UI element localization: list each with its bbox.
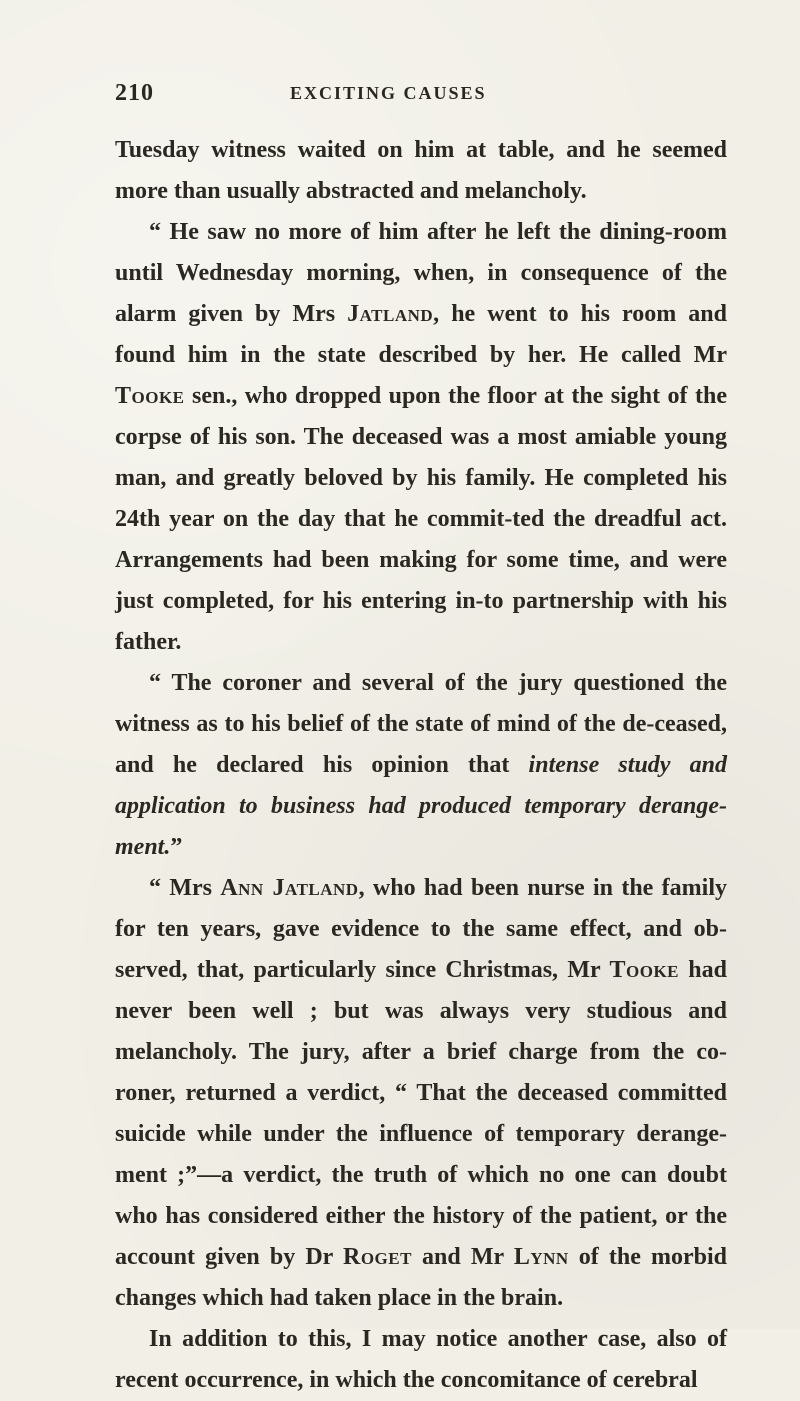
running-head: EXCITING CAUSES xyxy=(290,83,487,103)
paragraph-4-text-2: , who had been nurse in the family for ten years, gave evidence to the same effect, and ob-served, that, particularly since Christmas, Mr xyxy=(115,875,727,983)
paragraph-4-text-5: of the morbid changes which had taken place in the brain. xyxy=(115,1244,727,1311)
paragraph-3-text-1: “ The coroner and several of the jury questioned the witness as to his belief of the state of mind of the de-ceased, and he declared his opinion that xyxy=(115,670,727,778)
body-text xyxy=(115,130,727,1401)
name-ann-jatland: Ann Jatland xyxy=(220,875,359,901)
paragraph-2-text-1: “ He saw no more of him after he left the dining-room until Wednesday morning, when, in consequence of the alarm given by Mrs xyxy=(115,219,727,327)
paragraph-5 xyxy=(115,1319,727,1401)
name-roget: Roget xyxy=(342,1244,412,1270)
paragraph-3-closing-quote: ” xyxy=(170,834,183,860)
name-tooke: Tooke xyxy=(609,957,680,983)
paragraph-4 xyxy=(115,868,727,1319)
name-tooke: Tooke xyxy=(115,383,185,409)
paragraph-3-italic-text: intense study and application to business had produced temporary derange-ment. xyxy=(115,752,727,860)
paragraph-3 xyxy=(115,663,727,868)
paragraph-5-text: In addition to this, I may notice another case, also of recent occurrence, in which the concomitance of cerebral xyxy=(115,1326,727,1393)
name-lynn: Lynn xyxy=(513,1244,569,1270)
paragraph-2-text-2: , he went to his room and found him in the state described by her. He called Mr xyxy=(115,301,727,368)
paragraph-2 xyxy=(115,212,727,663)
paragraph-4-text-1: “ Mrs xyxy=(149,875,221,901)
page-header xyxy=(115,80,730,120)
paragraph-4-text-4: and Mr xyxy=(411,1244,514,1270)
paragraph-1-text: Tuesday witness waited on him at table, and he seemed more than usually abstracted and melancholy. xyxy=(115,137,727,204)
paragraph-2-text-3: sen., who dropped upon the floor at the sight of the corpse of his son. The deceased was a most amiable young man, and greatly beloved by his family. He completed his 24th year on the day that he commit-ted the dreadful act. Arrangements had been making for some time, and were just completed, for his entering in-to partnership with his father. xyxy=(115,383,727,655)
paragraph-1 xyxy=(115,130,727,212)
name-jatland: Jatland xyxy=(347,301,434,327)
paragraph-4-text-3: had never been well ; but was always very studious and melancholy. The jury, after a brief charge from the co-roner, returned a verdict, “ That the deceased committed suicide while under the influence of temporary derange-ment ;”—a verdict, the truth of which no one can doubt who has considered either the history of the patient, or the account given by Dr xyxy=(115,957,727,1270)
page-number: 210 xyxy=(115,80,154,106)
